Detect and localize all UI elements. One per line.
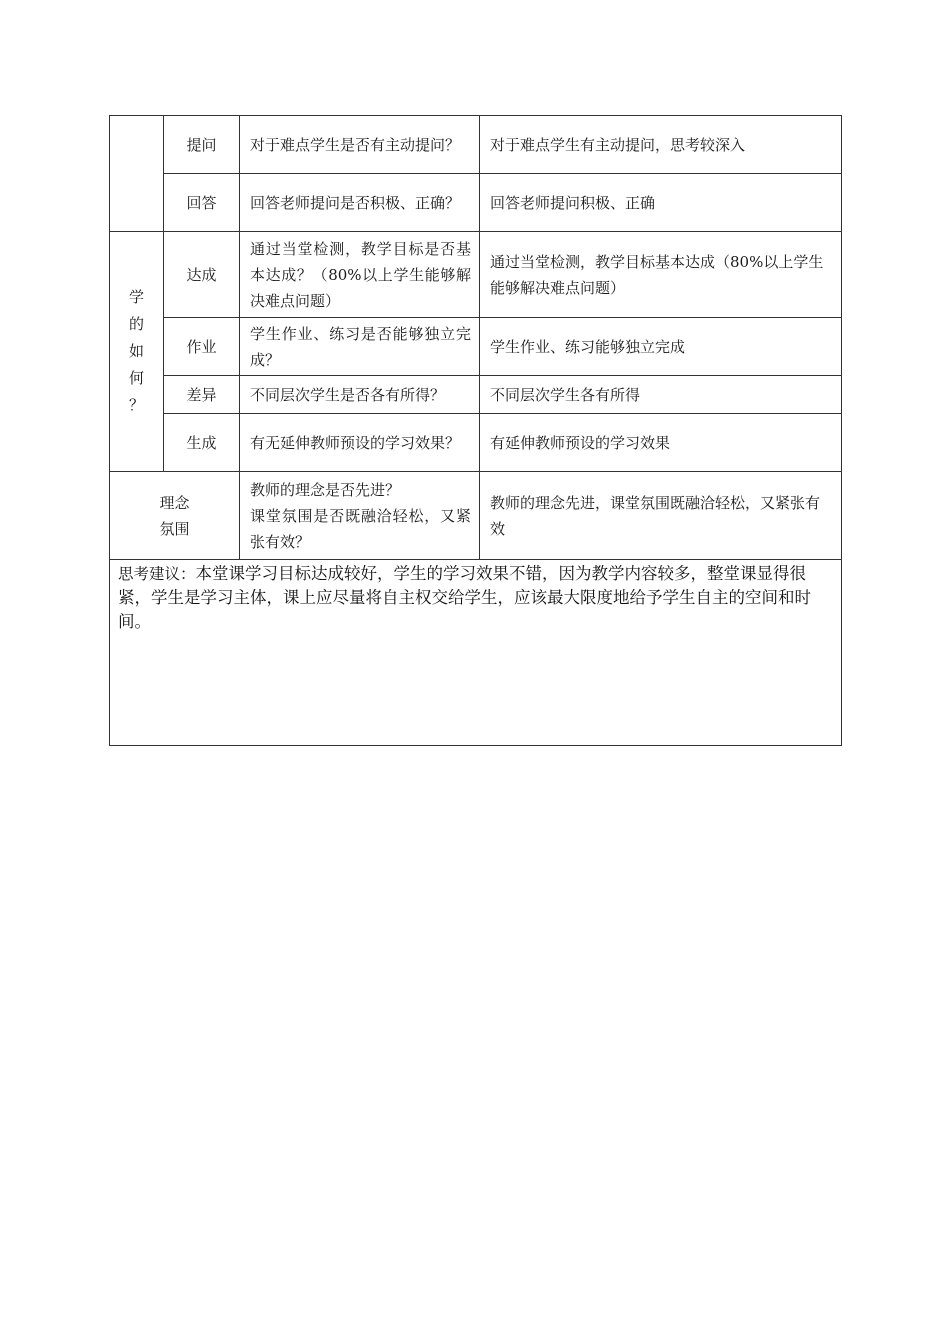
question-cell: 通过当堂检测，教学目标是否基本达成？（80%以上学生能够解决难点问题）	[240, 232, 480, 318]
concept-question-line2: 课堂氛围是否既融洽轻松，又紧张有效？	[250, 506, 471, 551]
concept-answer-cell: 教师的理念先进，课堂氛围既融洽轻松，又紧张有效	[480, 472, 842, 560]
concept-question-line1: 教师的理念是否先进？	[250, 480, 401, 499]
concept-label-line2: 氛围	[159, 519, 190, 538]
group-label-vertical: 学 的 如 何 ？	[128, 288, 144, 414]
item-label: 提问	[164, 116, 240, 174]
reflection-text	[118, 562, 833, 634]
reflection-body: 本堂课学习目标达成较好，学生的学习效果不错，因为教学内容较多，整堂课显得很紧，学生是学习主体，课上应尽量将自主权交给学生，应该最大限度地给予学生自主的空间和时间。	[118, 564, 811, 631]
item-label: 达成	[164, 232, 240, 318]
question-cell: 回答老师提问是否积极、正确？	[240, 174, 480, 232]
question-cell: 对于难点学生是否有主动提问？	[240, 116, 480, 174]
concept-label	[110, 472, 240, 560]
table-row	[110, 414, 842, 472]
reflection-row	[110, 560, 842, 746]
question-cell: 学生作业、练习是否能够独立完成？	[240, 318, 480, 376]
table-row	[110, 318, 842, 376]
answer-cell: 学生作业、练习能够独立完成	[480, 318, 842, 376]
table-row	[110, 376, 842, 414]
reflection-cell	[110, 560, 842, 746]
answer-cell: 通过当堂检测，教学目标基本达成（80%以上学生能够解决难点问题）	[480, 232, 842, 318]
group-label-learning	[110, 232, 164, 472]
table-row	[110, 116, 842, 174]
item-label: 生成	[164, 414, 240, 472]
concept-question-cell	[240, 472, 480, 560]
answer-cell: 对于难点学生有主动提问，思考较深入	[480, 116, 842, 174]
answer-cell: 有延伸教师预设的学习效果	[480, 414, 842, 472]
group-cell-empty	[110, 116, 164, 232]
table-row	[110, 232, 842, 318]
item-label: 差异	[164, 376, 240, 414]
answer-cell: 不同层次学生各有所得	[480, 376, 842, 414]
reflection-label: 思考建议：	[118, 565, 196, 583]
concept-row	[110, 472, 842, 560]
lesson-observation-table	[109, 115, 842, 746]
answer-cell: 回答老师提问积极、正确	[480, 174, 842, 232]
table-row	[110, 174, 842, 232]
question-cell: 不同层次学生是否各有所得？	[240, 376, 480, 414]
item-label: 回答	[164, 174, 240, 232]
concept-label-line1: 理念	[159, 493, 190, 512]
item-label: 作业	[164, 318, 240, 376]
question-cell: 有无延伸教师预设的学习效果？	[240, 414, 480, 472]
